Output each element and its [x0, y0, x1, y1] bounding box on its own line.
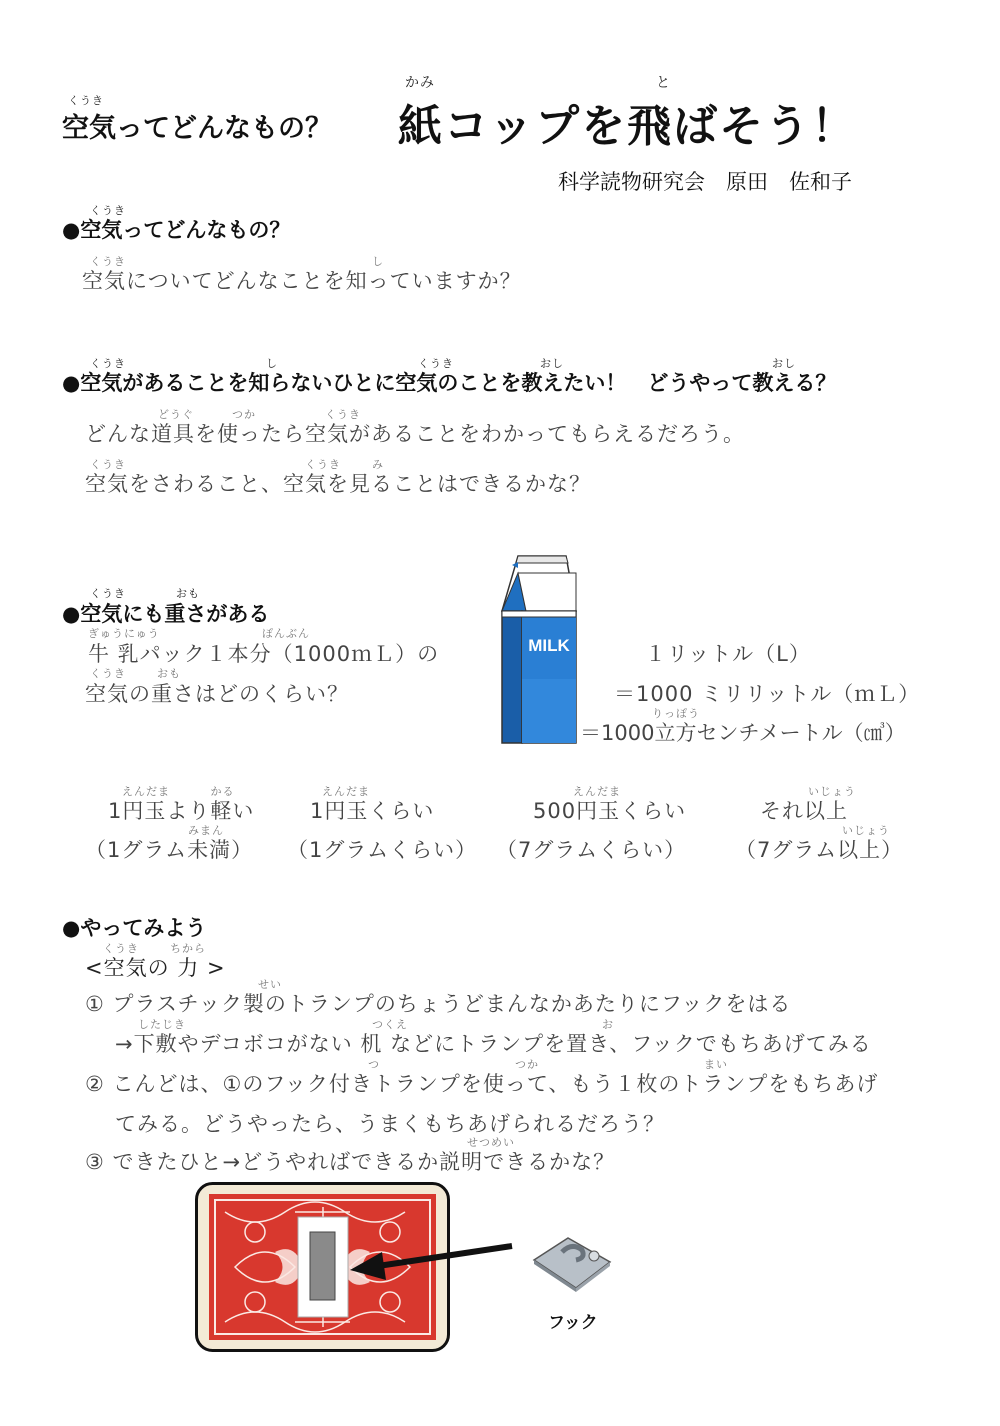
section3-heading: ●空気にも重さがある	[62, 602, 270, 626]
choice-1-main: 1円玉より軽い	[108, 799, 255, 823]
section2-line1: どんな道具を使ったら空気があることをわかってもらえるだろう。	[85, 422, 745, 446]
page-subtitle: 空気ってどんなもの？	[62, 113, 332, 144]
choice-4-main: それ以上	[760, 799, 848, 823]
subtitle-ruby: くうき	[68, 94, 104, 107]
choice-4-ruby: いじょう	[808, 785, 856, 798]
step1b-ruby-o: お	[602, 1018, 614, 1031]
unit-cubic-cm: ＝1000立方センチメートル（㎤）	[580, 721, 906, 745]
author: 科学読物研究会 原田 佐和子	[558, 170, 852, 194]
choice-1-ruby: えんだま かる	[122, 785, 235, 798]
unit-milliliter: ＝1000 ミリリットル（ｍＬ）	[614, 682, 921, 706]
section1-question: 空気についてどんなことを知っていますか？	[82, 269, 522, 293]
section4-heading: ●やってみよう	[62, 916, 207, 940]
step2-ruby-tsuka: つか	[515, 1058, 539, 1071]
step3-ruby: せつめい	[467, 1136, 515, 1149]
section2-line2: 空気をさわること、空気を見ることはできるかな？	[85, 472, 591, 496]
section1-ruby-kuuki: くうき	[90, 255, 126, 268]
step1-ruby: せい	[258, 978, 282, 991]
section2-line1-ruby-dougu: どうぐ	[158, 408, 194, 421]
choice-3-sub: （7グラムくらい）	[496, 838, 687, 862]
section2-line2-ruby-kuuki1: くうき	[90, 458, 126, 471]
section3-line1: 牛 乳パック１本分（1000ｍＬ）の	[88, 642, 440, 666]
title-ruby-kami: かみ	[405, 75, 435, 91]
step1b-ruby-tsukue: つくえ	[372, 1018, 408, 1031]
choice-1-sub-ruby: みまん	[188, 824, 224, 837]
unit-liter: １リットル（L）	[645, 642, 811, 666]
section2-ruby-shi: し	[266, 357, 278, 370]
choice-3-main: 500円玉くらい	[533, 799, 687, 823]
arrow-icon	[340, 1232, 515, 1282]
step-2: ② こんどは、①のフック付きトランプを使って、もう１枚のトランプをもちあげ	[85, 1072, 879, 1096]
section3-line1-ruby-ponbun: ぽんぶん	[262, 627, 310, 640]
section2-line1-ruby-tsuka: つか	[232, 408, 256, 421]
section3-line2-ruby-omo: おも	[157, 667, 181, 680]
section2-heading: ●空気があることを知らないひとに空気のことを教えたい！ どうやって教える？	[62, 371, 837, 395]
choice-3-ruby: えんだま	[573, 785, 621, 798]
hook-icon	[528, 1232, 614, 1294]
section2-line1-ruby-kuuki: くうき	[325, 408, 361, 421]
choice-2-main: 1円玉くらい	[310, 799, 435, 823]
step1b-ruby-shitajiki: したじき	[138, 1018, 186, 1031]
unit-ruby-rippou: りっぽう	[652, 707, 700, 720]
section2-ruby-oshi2: おし	[772, 357, 796, 370]
section2-ruby-oshi1: おし	[540, 357, 564, 370]
section2-line2-ruby-mi: み	[372, 458, 384, 471]
section4-sub-ruby-chikara: ちから	[170, 942, 206, 955]
section1-heading: ●空気ってどんなもの？	[62, 218, 291, 242]
choice-1-sub: （1グラム未満）	[85, 838, 254, 862]
title-ruby-to: と	[656, 75, 671, 91]
hook-label: フック	[548, 1313, 598, 1333]
choice-4-sub-ruby: いじょう	[842, 824, 890, 837]
section2-line2-ruby-kuuki2: くうき	[305, 458, 341, 471]
step2-ruby-tsu: つ	[368, 1058, 380, 1071]
choice-2-sub: （1グラムくらい）	[287, 838, 478, 862]
section2-ruby-kuuki2: くうき	[418, 357, 454, 370]
step-3: ③ できたひと→どうやればできるか説明できるかな？	[85, 1150, 616, 1174]
section2-ruby-kuuki1: くうき	[90, 357, 126, 370]
section3-ruby-kuuki: くうき	[90, 587, 126, 600]
step-1: ① プラスチック製のトランプのちょうどまんなかあたりにフックをはる	[85, 992, 792, 1016]
choice-2-ruby: えんだま	[322, 785, 370, 798]
section1-heading-ruby: くうき	[90, 204, 126, 217]
section3-line2: 空気の重さはどのくらい？	[85, 682, 349, 706]
section4-sub-ruby-kuuki: くうき	[103, 942, 139, 955]
step-2b: てみる。どうやったら、うまくもちあげられるだろう？	[115, 1112, 665, 1136]
step-1b: →下敷やデコボコがない 机 などにトランプを置き、フックでもちあげてみる	[115, 1032, 872, 1056]
step2-ruby-mai: まい	[704, 1058, 728, 1071]
page-title: 紙コップを飛ばそう！	[398, 101, 858, 152]
milk-label: MILK	[528, 636, 570, 655]
section3-line1-ruby-gyuunyuu: ぎゅうにゅう	[88, 627, 160, 640]
milk-carton-illustration	[498, 553, 580, 748]
section4-sub: <空気の 力 >	[85, 956, 226, 980]
section3-ruby-omo: おも	[176, 587, 200, 600]
section3-line2-ruby-kuuki: くうき	[90, 667, 126, 680]
section1-ruby-shi: し	[372, 255, 384, 268]
choice-4-sub: （7グラム以上）	[735, 838, 904, 862]
